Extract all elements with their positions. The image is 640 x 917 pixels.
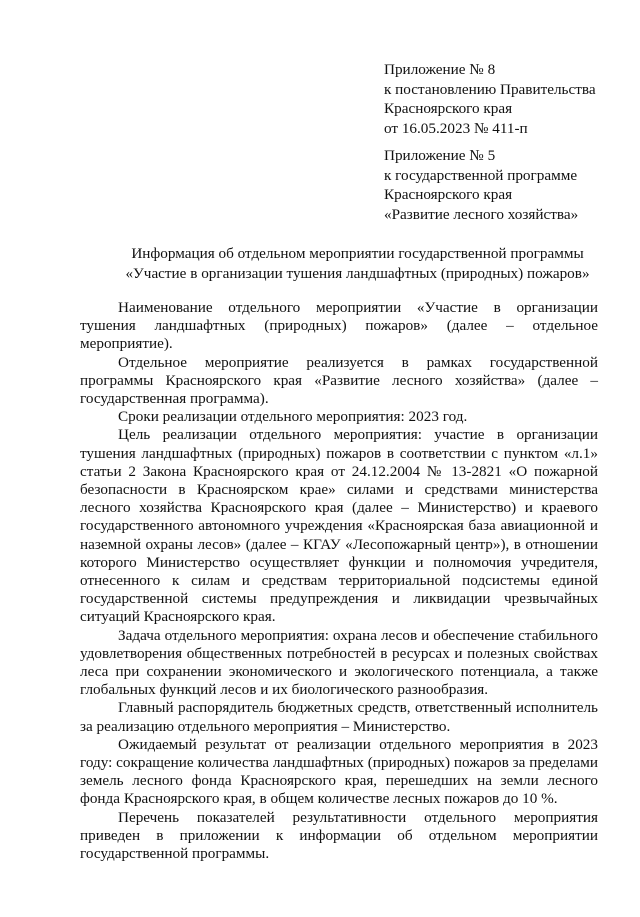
appendix-5-line: Приложение № 5 bbox=[384, 147, 496, 164]
title-line: Информация об отдельном мероприятии государственной программы bbox=[131, 245, 584, 262]
paragraph-task: Задача отдельного мероприятия: охрана лесов и обеспечение стабильного удовлетворения общественных потребностей в ресурсах и полезных свойствах леса при сохранении экономического и экологического потенциала, а также глобальных функций лесов и их биологического разнообразия. bbox=[80, 626, 598, 699]
paragraph-terms: Сроки реализации отдельного мероприятия: 2023 год. bbox=[118, 408, 468, 426]
appendix-5-line: к государственной программе bbox=[384, 166, 578, 184]
appendix-5-header bbox=[384, 146, 624, 224]
appendix-8-line: Красноярского края bbox=[384, 100, 513, 117]
paragraph-program: Отдельное мероприятие реализуется в рамках государственной программы Красноярского края «Развитие лесного хозяйства» (далее – государственная программа). bbox=[80, 353, 598, 408]
appendix-8-line: к постановлению Правительства bbox=[384, 80, 596, 98]
appendix-8-line: Приложение № 8 bbox=[384, 61, 496, 78]
appendix-8-header bbox=[384, 60, 624, 138]
appendix-5-line: Красноярского края bbox=[384, 186, 513, 203]
paragraph-executor: Главный распорядитель бюджетных средств, ответственный исполнитель за реализацию отдельного мероприятия – Министерство. bbox=[80, 699, 598, 735]
document-body bbox=[80, 299, 598, 863]
paragraph-goal: Цель реализации отдельного мероприятия: участие в организации тушения ландшафтных (природных) пожаров в соответствии с пунктом «л.1» статьи 2 Закона Красноярского края от 24.12.2004 № 13-2821 «О пожарной безопасности в Красноярском крае» силами и средствами министерства лесного хозяйства Красноярского края (далее – Министерство) и краевого государственного автономного учреждения «Красноярская база авиационной и наземной охраны лесов» (далее – КГАУ «Лесопожарный центр»), в отношении которого Министерство осуществляет функции и полномочия учредителя, отнесенного к силам и средствам территориальной подсистемы единой государственной системы предупреждения и ликвидации чрезвычайных ситуаций Красноярского края. bbox=[80, 426, 598, 626]
paragraph-indicators: Перечень показателей результативности отдельного мероприятия приведен в приложении к информации об отдельном мероприятии государственной программы. bbox=[80, 808, 598, 863]
paragraph-expected-result: Ожидаемый результат от реализации отдельного мероприятия в 2023 году: сокращение количества ландшафтных (природных) пожаров за пределами земель лесного фонда Красноярского края, перешедших на земли лесного фонда Красноярского края, в общем количестве лесных пожаров до 10 %. bbox=[80, 735, 598, 808]
title-line: «Участие в организации тушения ландшафтных (природных) пожаров» bbox=[125, 264, 590, 282]
appendix-5-line: «Развитие лесного хозяйства» bbox=[384, 205, 579, 223]
paragraph-name: Наименование отдельного мероприятии «Участие в организации тушения ландшафтных (природных) пожаров» (далее – отдельное мероприятие). bbox=[80, 299, 598, 353]
document-title bbox=[80, 244, 635, 283]
appendix-8-line: от 16.05.2023 № 411-п bbox=[384, 119, 528, 137]
